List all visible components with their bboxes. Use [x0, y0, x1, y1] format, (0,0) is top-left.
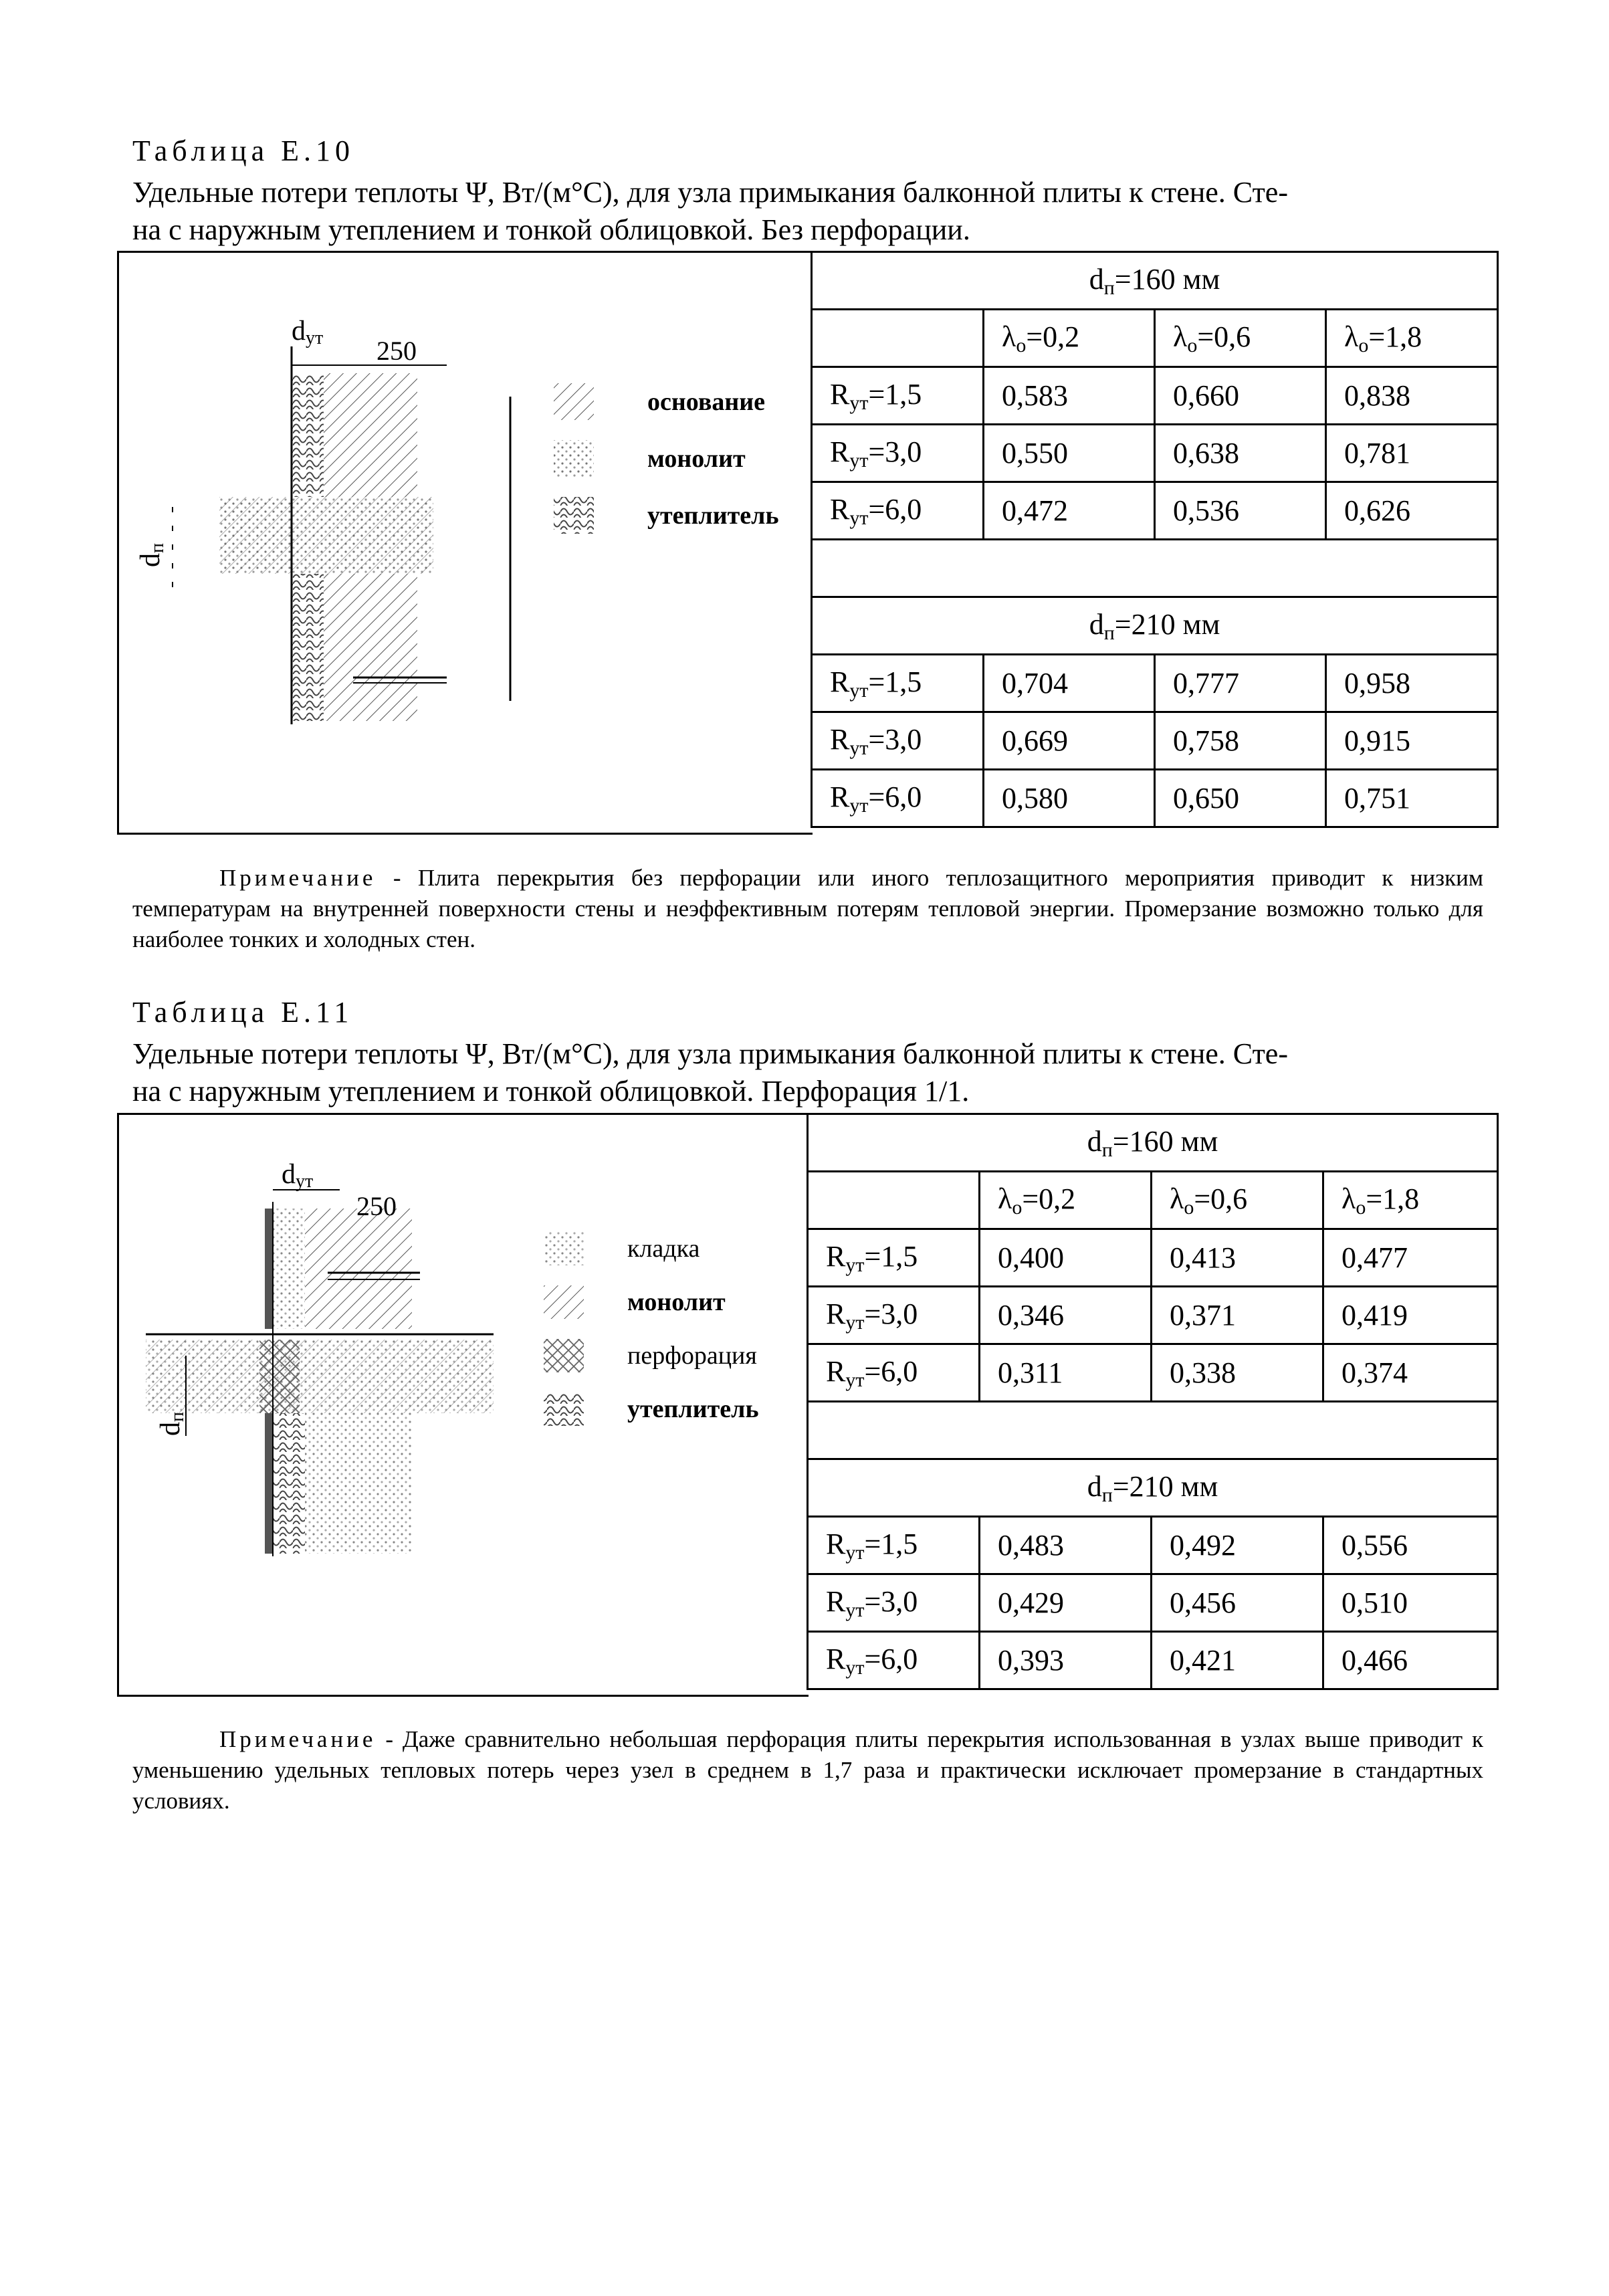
row-label: $R_{ут}=6,0$ [812, 482, 984, 540]
wall-base-lower-icon [324, 574, 417, 721]
table2-caption-line2: на с наружным утеплением и тонкой облицовкой. Перфорация 1/1. [132, 1075, 970, 1108]
table1-caption [132, 174, 1483, 249]
table2-dim-250: 250 [356, 1191, 397, 1221]
legend-label-monolith: монолит [627, 1288, 726, 1316]
row-label: $R_{ут}=1,5$ [808, 1229, 980, 1287]
cell: 0,311 [980, 1344, 1152, 1402]
insulation-upper-icon [273, 1209, 305, 1329]
table2-balcony-diagram [119, 1115, 808, 1695]
table-row [812, 482, 1498, 540]
cell: 0,492 [1152, 1517, 1323, 1574]
table2-group1-header: $d_п=160$ мм [808, 1114, 1498, 1172]
table2-dp-label: dп [155, 1412, 188, 1436]
row-label: $R_{ут}=6,0$ [808, 1632, 980, 1689]
table1-note [132, 863, 1483, 955]
row-label: $R_{ут}=1,5$ [808, 1517, 980, 1574]
table1-label: Таблица Е.10 [132, 134, 355, 167]
cell: 0,393 [980, 1632, 1152, 1689]
table-row [812, 425, 1498, 482]
cell: 0,556 [1323, 1517, 1498, 1574]
table-row [808, 1632, 1498, 1689]
table2-note [132, 1724, 1483, 1816]
cell: 0,751 [1326, 770, 1498, 827]
row-label: $R_{ут}=6,0$ [812, 770, 984, 827]
legend-monolith-icon [544, 1285, 584, 1319]
row-label: $R_{ут}=1,5$ [812, 367, 984, 425]
table-row [808, 1574, 1498, 1632]
insulation-lower-icon [273, 1413, 305, 1554]
wall-lower-icon [305, 1413, 412, 1554]
cell: 0,477 [1323, 1229, 1498, 1287]
table1-note-text: - Плита перекрытия без перфорации или иного теплозащитного мероприятия приводит к низким температурам на внутренней поверхности стены и неэффективным потерям тепловой энергии. Промерзание возможно только для наиболее тонких и холодных стен. [132, 865, 1483, 952]
row-label: $R_{ут}=6,0$ [808, 1344, 980, 1402]
table2-diagram-cell [117, 1113, 809, 1697]
table2-lambda-0: $\lambda_о=0,2$ [980, 1172, 1152, 1229]
legend-label-masonry: кладка [627, 1235, 700, 1263]
table1-lambda-0: $\lambda_о=0,2$ [984, 310, 1155, 367]
insulation-lower-icon [292, 574, 324, 721]
legend-insulation-icon [554, 497, 594, 534]
table-row [812, 655, 1498, 712]
table2-note-lead: Примечание [219, 1726, 377, 1752]
cell: 0,583 [984, 367, 1155, 425]
table1-dim-250: 250 [377, 336, 417, 366]
table1-dp-label: dп [135, 543, 168, 567]
legend-hatch-icon [554, 383, 594, 420]
table1-diagram-cell [117, 251, 813, 835]
cell: 0,338 [1152, 1344, 1323, 1402]
cell: 0,781 [1326, 425, 1498, 482]
table-row [808, 1344, 1498, 1402]
cell: 0,510 [1323, 1574, 1498, 1632]
table1-data [811, 251, 1499, 828]
table1-note-lead: Примечание [219, 865, 377, 891]
table2-group2-header: $d_п=210$ мм [808, 1459, 1498, 1517]
table1-group1-header: $d_п=160$ мм [812, 252, 1498, 310]
table2-empty-cell [808, 1172, 980, 1229]
cell: 0,371 [1152, 1287, 1323, 1344]
cell: 0,536 [1155, 482, 1326, 540]
table2-label: Таблица Е.11 [132, 996, 354, 1029]
insulation-upper-icon [292, 373, 324, 497]
row-label: $R_{ут}=3,0$ [812, 712, 984, 770]
table-row [812, 770, 1498, 827]
cell: 0,580 [984, 770, 1155, 827]
row-label: $R_{ут}=3,0$ [808, 1574, 980, 1632]
cell: 0,483 [980, 1517, 1152, 1574]
wall-base-upper-icon [324, 373, 417, 497]
cell: 0,704 [984, 655, 1155, 712]
cell: 0,777 [1155, 655, 1326, 712]
table1-balcony-diagram [119, 253, 812, 833]
legend-label-insulation: утеплитель [647, 502, 779, 530]
cell: 0,669 [984, 712, 1155, 770]
table2-lambda-1: $\lambda_о=0,6$ [1152, 1172, 1323, 1229]
table-row [808, 1229, 1498, 1287]
table1-group2-header: $d_п=210$ мм [812, 597, 1498, 655]
table-row [808, 1287, 1498, 1344]
cell: 0,638 [1155, 425, 1326, 482]
table1-lambda-2: $\lambda_о=1,8$ [1326, 310, 1498, 367]
legend-dots-icon [554, 440, 594, 477]
cell: 0,915 [1326, 712, 1498, 770]
cell: 0,838 [1326, 367, 1498, 425]
table1-lambda-1: $\lambda_о=0,6$ [1155, 310, 1326, 367]
perforation-icon [259, 1340, 300, 1413]
cell: 0,400 [980, 1229, 1152, 1287]
wall-upper-icon [305, 1209, 412, 1329]
table1-dyt-label: dут [292, 316, 324, 348]
legend-label-monolith: монолит [647, 445, 746, 473]
cell: 0,626 [1326, 482, 1498, 540]
cell: 0,958 [1326, 655, 1498, 712]
cell: 0,419 [1323, 1287, 1498, 1344]
legend-masonry-icon [544, 1232, 584, 1265]
table-row [812, 712, 1498, 770]
legend-insulation-icon [544, 1392, 584, 1426]
table-row [808, 1517, 1498, 1574]
cell: 0,466 [1323, 1632, 1498, 1689]
table2-data [807, 1113, 1499, 1690]
cell: 0,472 [984, 482, 1155, 540]
row-label: $R_{ут}=3,0$ [812, 425, 984, 482]
row-label: $R_{ут}=1,5$ [812, 655, 984, 712]
table-row [812, 367, 1498, 425]
table1-caption-line2: на с наружным утеплением и тонкой облицовкой. Без перфорации. [132, 213, 970, 246]
legend-label-base: основание [647, 388, 765, 416]
cladding-upper-icon [265, 1209, 273, 1329]
cell: 0,758 [1155, 712, 1326, 770]
legend-label-perforation: перфорация [627, 1342, 757, 1370]
table2-caption-line1: Удельные потери теплоты Ψ, Вт/(м°С), для узла примыкания балконной плиты к стене. Сте- [132, 1037, 1288, 1070]
table1-blank-row [812, 540, 1498, 597]
cell: 0,550 [984, 425, 1155, 482]
legend-label-insulation: утеплитель [627, 1395, 759, 1423]
cell: 0,429 [980, 1574, 1152, 1632]
table2-note-text: - Даже сравнительно небольшая перфорация плиты перекрытия использованная в узлах выше приводит к уменьшению удельных тепловых потерь через узел в среднем в 1,7 раза и практически исключает промерзание в стандартных условиях. [132, 1726, 1483, 1814]
table1-caption-line1: Удельные потери теплоты Ψ, Вт/(м°С), для узла примыкания балконной плиты к стене. Сте- [132, 176, 1288, 209]
cell: 0,660 [1155, 367, 1326, 425]
row-label: $R_{ут}=3,0$ [808, 1287, 980, 1344]
table2-caption [132, 1035, 1483, 1110]
cell: 0,650 [1155, 770, 1326, 827]
cell: 0,421 [1152, 1632, 1323, 1689]
table2-dyt-label: dут [282, 1159, 314, 1192]
cell: 0,374 [1323, 1344, 1498, 1402]
table2-lambda-2: $\lambda_о=1,8$ [1323, 1172, 1498, 1229]
table1-empty-cell [812, 310, 984, 367]
cell: 0,456 [1152, 1574, 1323, 1632]
cell: 0,346 [980, 1287, 1152, 1344]
legend-perforation-icon [544, 1339, 584, 1372]
cell: 0,413 [1152, 1229, 1323, 1287]
table2-blank-row [808, 1402, 1498, 1459]
